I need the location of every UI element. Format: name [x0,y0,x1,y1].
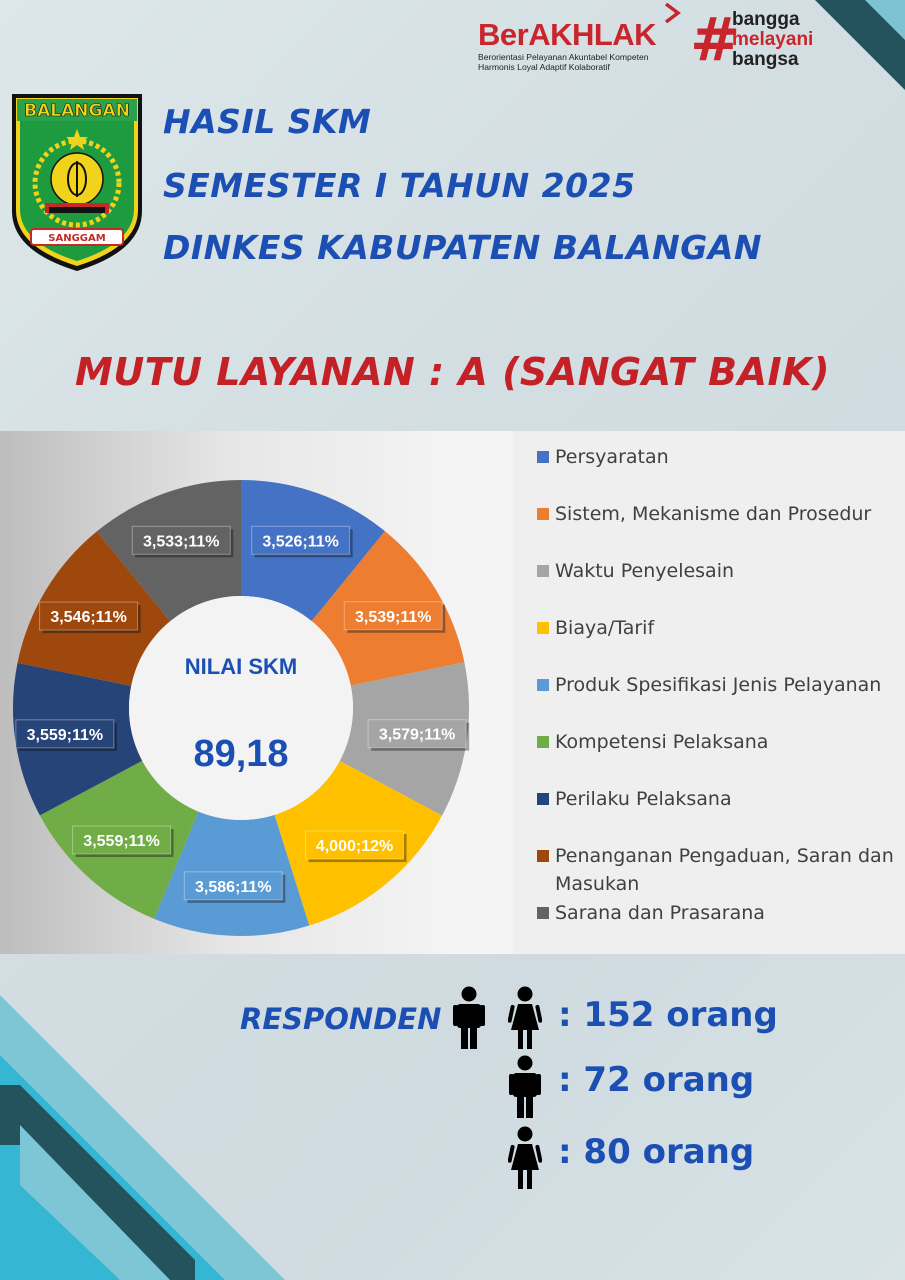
slice-data-label [73,826,174,857]
svg-text:3,539;11%: 3,539;11% [354,608,432,626]
slice-data-label [344,602,445,633]
female-person-icon [508,1126,542,1190]
legend-swatch [537,622,549,634]
slice-data-label [184,872,285,903]
legend-label: Perilaku Pelaksana [555,788,732,810]
legend-swatch [537,793,549,805]
slice-data-label [132,526,233,557]
svg-text:4,000;12%: 4,000;12% [315,838,394,856]
berakhlak-tagline-1: Berorientasi Pelayanan Akuntabel Kompeten [478,52,649,62]
legend-swatch [537,850,549,862]
slice-data-label [252,526,353,557]
respondents-male: : 72 orang [558,1060,755,1100]
corner-accent-top-right [865,0,905,40]
legend-swatch [537,565,549,577]
legend-swatch [537,907,549,919]
page-title-line-1: HASIL SKM [163,102,372,141]
chevron-right-icon [662,2,684,24]
chart-panel [0,431,905,954]
svg-text:3,586;11%: 3,586;11% [195,878,272,896]
female-person-icon [508,986,542,1050]
center-label: NILAI SKM [184,654,298,679]
berakhlak-tagline-2: Harmonis Loyal Adaptif Kolaboratif [478,62,610,72]
legend-label: Biaya/Tarif [555,617,655,639]
svg-text:SANGGAM: SANGGAM [48,233,106,244]
balangan-emblem-logo [9,91,145,273]
svg-text:3,533;11%: 3,533;11% [142,533,220,551]
legend-swatch [537,451,549,463]
bangsa-text: bangsa [732,49,799,70]
slice-data-label [16,720,117,751]
legend-label: Kompetensi Pelaksana [555,731,769,753]
svg-text:3,579;11%: 3,579;11% [378,726,456,744]
legend-label: Produk Spesifikasi Jenis Pelayanan [555,674,882,696]
bangga-text: bangga [732,9,800,30]
legend-swatch [537,508,549,520]
svg-text:3,559;11%: 3,559;11% [26,726,104,744]
donut-hole [129,596,353,820]
legend-label: Sistem, Mekanisme dan Prosedur [555,503,872,525]
hashtag-icon: # [690,5,741,75]
donut-chart [0,431,513,954]
legend-label: Waktu Penyelesain [555,560,735,582]
legend-swatch [537,736,549,748]
respondents-total: : 152 orang [558,995,778,1035]
respondents-female: : 80 orang [558,1132,755,1172]
svg-text:3,526;11%: 3,526;11% [262,533,339,551]
legend-label: Penanganan Pengaduan, Saran dan Masukan [555,845,894,895]
svg-text:BALANGAN: BALANGAN [24,101,130,121]
slice-data-label [306,831,407,862]
svg-text:3,559;11%: 3,559;11% [83,832,160,850]
bangga-melayani-bangsa-logo [690,5,830,75]
legend-swatch [537,679,549,691]
page-title-line-2: SEMESTER I TAHUN 2025 [163,166,636,205]
page-title-line-3: DINKES KABUPATEN BALANGAN [163,228,763,267]
berakhlak-logo [478,18,678,78]
slice-data-label [40,602,141,633]
svg-text:3,546;11%: 3,546;11% [50,609,127,627]
male-person-icon [452,986,486,1050]
berakhlak-title: BerAKHLAK [478,17,657,52]
center-value: 89,18 [193,733,289,775]
corner-decoration-bottom-left [0,995,285,1280]
male-person-icon [508,1055,542,1119]
slice-data-label [368,720,469,751]
service-quality-label: MUTU LAYANAN : A (SANGAT BAIK) [75,350,830,394]
respondents-label: RESPONDEN [240,1002,442,1036]
melayani-text: melayani [732,29,814,50]
legend-label: Persyaratan [555,446,669,468]
legend-label: Sarana dan Prasarana [555,902,765,924]
